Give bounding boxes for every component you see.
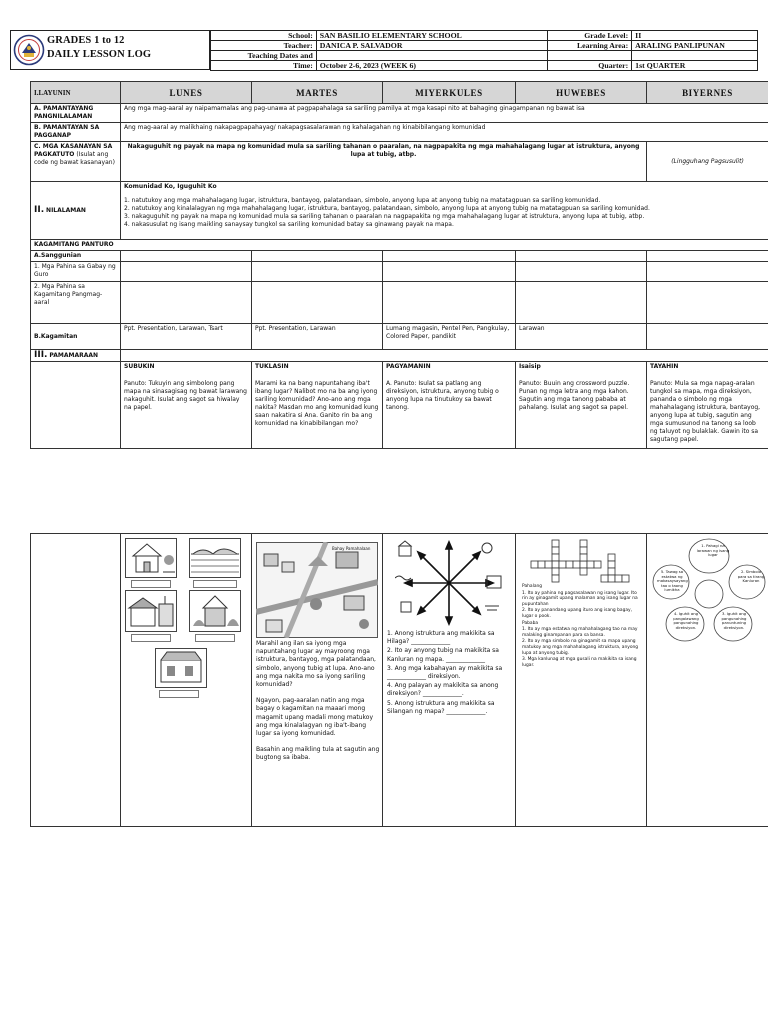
house-picture-caption <box>131 580 171 588</box>
isaisip-crossword-cell <box>516 534 647 827</box>
row-c-label-cell <box>31 142 121 182</box>
row-sanggunian <box>31 251 768 262</box>
row-gabay-label: 1. Mga Pahina sa Gabay ng Guro <box>31 262 121 282</box>
gabay-cell-3 <box>383 262 516 282</box>
dates-value: October 2-6, 2023 (WEEK 6) <box>316 61 548 71</box>
day-lunes: LUNES <box>121 82 252 104</box>
day-huwebes: HUWEBES <box>516 82 647 104</box>
quarter-spacer-value <box>632 51 758 61</box>
day-biyernes: BIYERNES <box>647 82 768 104</box>
market-picture-caption <box>159 690 199 698</box>
row-b-label: B. PAMANTAYAN SA PAGGANAP <box>31 123 121 142</box>
day-miyerkules: MIYERKULES <box>383 82 516 104</box>
header-title-dll: DAILY LESSON LOG <box>47 49 152 60</box>
row-kag-label: KAGAMITANG PANTURO <box>31 240 768 251</box>
kagamitan-cell-5 <box>647 282 768 324</box>
grade-level-label: Grade Level: <box>548 31 632 41</box>
act-tuklasin-text: Marami ka na bang napuntahang iba't ibang lugar? Nalibot mo na ba ang iyong sariling komunidad? Ano-ano ang mga nakita? Masdan mo ang komunidad kung saan nakatira si Ana. Ganito rin ba ang komunidad na kinabibilangan mo? <box>255 380 379 427</box>
sang-cell-1 <box>121 251 252 262</box>
petal-5-text: 5. Tawag sa estatwa ng makasaysayang tao o taong lumikha <box>657 569 688 593</box>
community-map-picture <box>256 542 378 638</box>
question-4: 4. Ang palayan ay makikita sa anong direksiyon? _____________. <box>387 682 499 698</box>
petal-3-text: 3. Iguhit ang pangunahing panuntuning direksiyon. <box>721 611 747 630</box>
row-c-label: C. MGA KASANAYAN SA PAGKATUTO <box>34 143 113 158</box>
tuklasin-map-cell <box>252 534 383 827</box>
row-ii-item-2: 2. natutukoy ang kinalalagyan ng mga mahahalagang lugar, istruktura, bantayog, palatandaan, simbolo, anyong lupa at anyong tubig na matatagpuan sa sariling komunidad. <box>124 205 650 212</box>
row-gabay-guro <box>31 262 768 282</box>
row-c-label-note: (Isulat ang code ng bawat kasanayan) <box>34 151 115 166</box>
row-iii-spacer <box>121 350 768 362</box>
row-pamantayang-pangnilalaman <box>31 104 768 123</box>
market-picture-icon <box>155 648 207 688</box>
sang-cell-4 <box>516 251 647 262</box>
crossword-across-label: Pahalang <box>522 584 543 589</box>
row-kagamitang-panturo <box>31 240 768 251</box>
kag-miyerkules: Lumang magasin, Pentel Pen, Pangkulay, Colored Paper, pandikit <box>383 324 516 350</box>
row-sang-label: A.Sanggunian <box>31 251 121 262</box>
act-subukin-text: Panuto: Tukuyin ang simbolong pang mapa na sinasagisag ng bawat larawang nakaguhit. Isulat ang sagot sa hiwalay na papel. <box>124 380 247 411</box>
day-martes: MARTES <box>252 82 383 104</box>
gabay-cell-5 <box>647 262 768 282</box>
petal-4-text: 4. Iguhit ang pangalawang pangunahing direksiyon. <box>673 611 699 630</box>
act-subukin <box>121 362 252 449</box>
row-kagamitang-pangmag-aaral <box>31 282 768 324</box>
row-b-kag-label: B.Kagamitan <box>31 324 121 350</box>
kag-martes: Ppt. Presentation, Larawan <box>252 324 383 350</box>
field-picture-caption <box>193 580 237 588</box>
church-picture-caption <box>195 634 235 642</box>
school-picture-caption <box>131 634 171 642</box>
row-b-text: Ang mag-aaral ay malikhaing nakapagpapahayag/ nakapagsasalarawan ng kahalagahan ng kinabibilangang komunidad <box>121 123 768 142</box>
row-kagamitan-label: 2. Mga Pahina sa Kagamitang Pangmag-aaral <box>31 282 121 324</box>
school-picture-icon <box>125 590 177 632</box>
crossword-down-3: 3. Mga kanlunag at mga gusali na makikita sa isang lugar. <box>522 657 637 668</box>
gabay-cell-4 <box>516 262 647 282</box>
crossword-grid-picture <box>522 536 640 584</box>
row-ii-item-4: 4. nakasusulat ng isang maikling sanaysay tungkol sa sariling komunidad batay sa ginawang payak na mapa. <box>124 221 454 228</box>
kagamitan-cell-4 <box>516 282 647 324</box>
pagyamanin-questions <box>387 630 513 717</box>
learning-area-value: ARALING PANLIPUNAN <box>632 41 758 51</box>
row-iii-label: PAMAMARAAN <box>49 352 99 359</box>
crossword-down-2: 2. Ito ay mga simbolo na ginagamit sa mapa upang matukoy ang mga mahahalagang istruktura, anyong lupa at anyong tubig. <box>522 639 639 656</box>
day-header-row <box>31 82 768 104</box>
compass-rose-picture <box>395 540 503 626</box>
tuklasin-paragraph-3: Basahin ang maikling tula at sagutin ang bugtong sa ibaba. <box>256 746 380 762</box>
row-iii-roman: III. <box>34 350 48 360</box>
act-tayahin <box>647 362 768 449</box>
row-ii-label: NILALAMAN <box>46 207 86 214</box>
dates-spacer <box>316 51 548 61</box>
act-isaisip <box>516 362 647 449</box>
community-map-label: Bahay Pamahalaan <box>332 546 371 551</box>
teacher-label: Teacher: <box>211 41 317 51</box>
lesson-log-table <box>30 81 768 449</box>
kag-huwebes: Larawan <box>516 324 647 350</box>
kagamitan-cell-3 <box>383 282 516 324</box>
act-tayahin-title: TAYAHIN <box>650 363 679 370</box>
learning-area-label: Learning Area: <box>548 41 632 51</box>
question-2: 2. Ito ay anyong tubig na makikita sa Kanluran ng mapa. _____________ <box>387 647 499 663</box>
petal-2-text: 2. Simbolo para sa tirang Kanluran <box>737 569 765 584</box>
row-b-kagamitan <box>31 324 768 350</box>
kag-biyernes <box>647 324 768 350</box>
sang-cell-2 <box>252 251 383 262</box>
row-kasanayan <box>31 142 768 182</box>
act-tuklasin <box>252 362 383 449</box>
crossword-down-1: 1. Ito ay mga estatwa ng mahahalagang tao na may malaking ginampanan para sa bansa. <box>522 627 638 638</box>
activity-images-table <box>30 533 768 827</box>
question-5: 5. Anong istruktura ang makikita sa Silangan ng mapa? _____________. <box>387 699 495 715</box>
act-isaisip-title: Isaisip <box>519 363 541 370</box>
school-value: SAN BASILIO ELEMENTARY SCHOOL <box>316 31 548 41</box>
sang-cell-5 <box>647 251 768 262</box>
crossword-down-label: Pababa <box>522 620 539 626</box>
row-ii-title: Komunidad Ko, Iguguhit Ko <box>124 183 217 190</box>
row-ii-content <box>121 182 768 240</box>
row-a-text: Ang mga mag-aaral ay naipamamalas ang pag-unawa at pagpapahalaga sa sariling pamilya at mga kasapi nito at bahaging ginagampanan ng bawat isa <box>121 104 768 123</box>
act-tuklasin-title: TUKLASIN <box>255 363 289 370</box>
row-pamamaraan-activities <box>31 362 768 449</box>
act-pagyamanin-title: PAGYAMANIN <box>386 363 431 370</box>
pagyamanin-compass-cell <box>383 534 516 827</box>
quarter-label: Quarter: <box>548 61 632 71</box>
question-3: 3. Ang mga kabahayan ay makikita sa _____________ direksiyon. <box>387 664 503 681</box>
header-title-block <box>10 30 210 70</box>
field-picture-icon <box>189 538 241 578</box>
quarter-value: 1st QUARTER <box>632 61 758 71</box>
church-picture-icon <box>189 590 241 632</box>
images-empty-cell <box>31 534 121 827</box>
deped-seal-icon <box>13 33 45 67</box>
dates-label-line2: Time: <box>211 61 317 71</box>
dates-label-line1: Teaching Dates and <box>211 51 317 61</box>
row-nilalaman <box>31 182 768 240</box>
house-picture-icon <box>125 538 177 578</box>
teacher-value: DANICA P. SALVADOR <box>316 41 548 51</box>
act-pagyamanin <box>383 362 516 449</box>
grade-level-value: II <box>632 31 758 41</box>
row-ii-item-3: 3. nakaguguhit ng payak na mapa ng komunidad mula sa sariling tahanan o paaralan na nagpapakita ng mga mahahalagang lugar at istruktura, anyong lupa at tubig, atbp. <box>124 213 645 220</box>
gabay-cell-1 <box>121 262 252 282</box>
crossword-across-2: 2. Ito ay panandang upang ituro ang isang bagay, lugar o pook. <box>522 608 633 619</box>
kagamitan-cell-1 <box>121 282 252 324</box>
act-isaisip-text: Panuto: Buuin ang crossword puzzle. Punan ng mga letra ang mga kahon. Sagutin ang mga tanong pababa at pahalang. Isulat ang sagot sa papel. <box>519 380 630 411</box>
header-title-grades: GRADES 1 to 12 <box>47 35 125 46</box>
row-c-text: Nakaguguhit ng payak na mapa ng komunidad mula sa sariling tahanan o paaralan, na nagpapakita ng mga mahahalagang lugar at istruktura, anyong lupa at tubig, atbp. <box>121 142 647 182</box>
row-pamantayan-sa-pagganap <box>31 123 768 142</box>
question-1: 1. Anong istruktura ang makikita sa Hilaga? _____________ <box>387 630 495 646</box>
row-ii-roman: II. <box>34 205 45 215</box>
header-info-table <box>210 30 758 71</box>
subukin-pictures-cell <box>121 534 252 827</box>
row-c-friday: (Lingguhang Pagsusulit) <box>647 142 768 182</box>
act-tayahin-text: Panuto: Mula sa mga napag-aralan tungkol sa mapa, mga direksiyon, pananda o simbolo ng mga mahahalagang istruktura, bantayog, anyong lupa at tubig, sagutin ang mga sumusunod na tanong sa loob ng taluyot ng bulaklak. Gawin ito sa sagutang papel. <box>650 380 761 443</box>
kag-lunes: Ppt. Presentation, Larawan, Tsart <box>121 324 252 350</box>
act-subukin-title: SUBUKIN <box>124 363 155 370</box>
row-iii-label-cell <box>31 350 121 362</box>
tayahin-flower-cell <box>647 534 768 827</box>
school-label: School: <box>211 31 317 41</box>
row-a-label: A. PAMANTAYANG PANGNILALAMAN <box>31 104 121 123</box>
row-ii-label-cell <box>31 182 121 240</box>
crossword-clues <box>522 584 642 669</box>
gabay-cell-2 <box>252 262 383 282</box>
tuklasin-paragraph-1: Marahil ang ilan sa iyong mga napuntahang lugar ay mayroong mga istruktura, bantayog, mga palatandaan, simbolo, anyong tubig at lupa. Ano-ano ang mga nakita mo sa iyong sariling komunidad? <box>256 640 376 689</box>
act-pagyamanin-text: A. Panuto: Isulat sa patlang ang direksiyon, istruktura, anyong tubig o anyong lupa na tinutukoy sa bawat tanong. <box>386 380 499 411</box>
kagamitan-cell-2 <box>252 282 383 324</box>
crossword-across-1: 1. Ito ay pahina ng pagsasalawan ng isang lugar. Ito rin ay ginagamit upang malaman ang isang lugar na pupuntahan <box>522 590 638 607</box>
petal-1-text: 1. Pahagi na larawan ng isang lugar <box>696 543 730 558</box>
tuklasin-text-block <box>256 640 380 771</box>
row-iii-empty <box>31 362 121 449</box>
sang-cell-3 <box>383 251 516 262</box>
row-ii-item-1: 1. natutukoy ang mga mahahalagang lugar, istruktura, bantayog, palatandaan, simbolo, anyong lupa at anyong tubig na matatagpuan sa sariling komunidad. <box>124 197 601 204</box>
tuklasin-paragraph-2: Ngayon, pag-aaralan natin ang mga bagay o kagamitan na maaari mong magamit upang madali mong matukoy ang mga kinalalagyan ng iba't-ibang lugar sa iyong komunidad. <box>256 697 374 738</box>
layunin-header: I.LAYUNIN <box>31 82 121 104</box>
quarter-spacer-label <box>548 51 632 61</box>
row-pamamaraan-header <box>31 350 768 362</box>
